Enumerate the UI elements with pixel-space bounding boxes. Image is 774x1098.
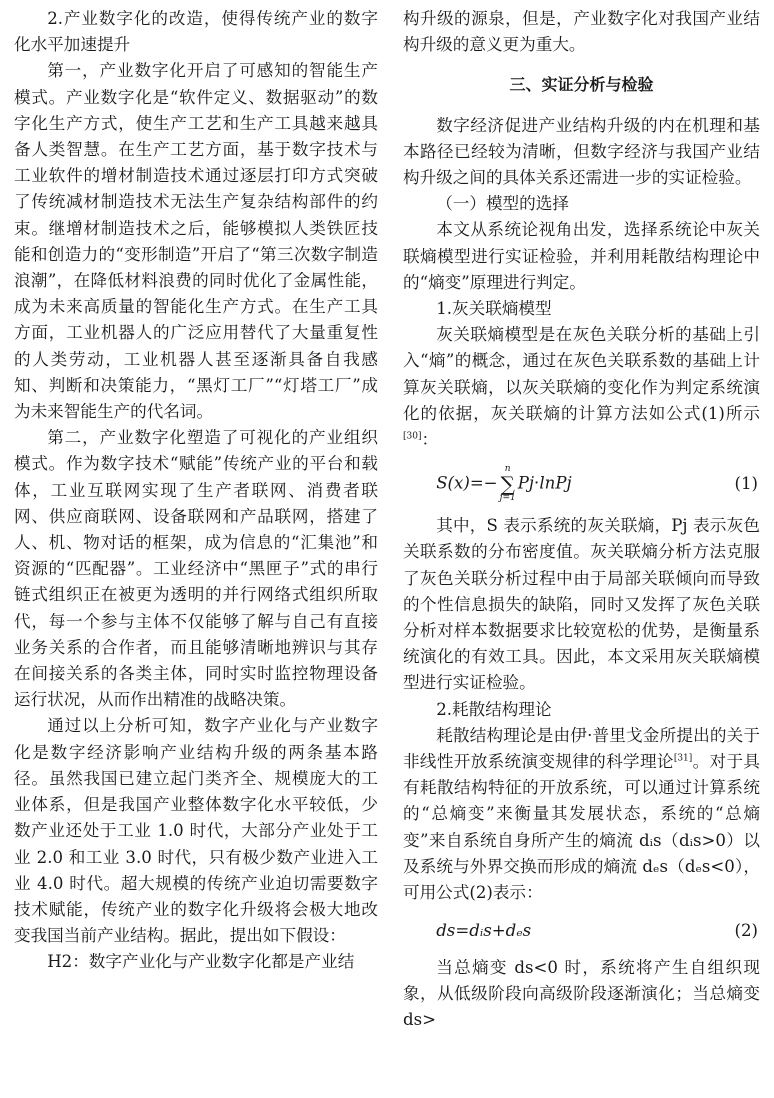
citation-ref: [31]: [673, 753, 693, 764]
paragraph: 其中，S 表示系统的灰关联熵，Pj 表示灰色关联系数的分布密度值。灰关联熵分析方法克服了灰色关联分析过程中由于局部关联倾向而导致的个性信息损失的缺陷，同时又发挥了灰色关联分析对样本数据要求比较宽松的优势，是衡量系统演化的有效工具。因此，本文采用灰关联熵模型进行实证检验。: [403, 516, 760, 693]
subsection-heading: 1.灰关联熵模型: [436, 299, 552, 319]
citation-ref: [30]: [403, 431, 422, 442]
equation-lhs: S(x)=−: [436, 473, 498, 493]
equation-rhs: Pj·lnPj: [517, 473, 572, 493]
equation-number: (2): [734, 921, 758, 941]
paragraph-text: 耗散结构理论是由伊·普里戈金所提出的关于非线性开放系统演变规律的科学理论: [403, 725, 760, 772]
subsection-heading: 2.耗散结构理论: [436, 699, 552, 719]
section-heading: 三、实证分析与检验: [509, 75, 654, 95]
paragraph-continuation: 构升级的源泉，但是，产业数字化对我国产业结构升级的意义更为重大。: [403, 9, 760, 55]
paragraph: H2：数字产业化与产业数字化都是产业结: [47, 952, 355, 972]
sum-upper-limit: n: [504, 464, 511, 475]
paragraph: 第二，产业数字化塑造了可视化的产业组织模式。作为数字技术“赋能”传统产业的平台和载体，工业互联网实现了生产者联网、消费者联网、供应商联网、设备联网和产品联网，搭建了人、机、物对话的框架，成为信息的“汇集池”和资源的“匹配器”。工业经济中“黑匣子”式的串行链式组织正在被更为透明的并行网络式组织所取代，每一个参与主体不仅能够了解与自己有直接业务关系的合作者，而且能够清晰地辨识与其存在间接关系的各类主体，同时实时监控物理设备运行状况，从而作出精准的战略决策。: [14, 428, 378, 710]
paragraph-text: ：: [421, 430, 439, 450]
paragraph-text: 灰关联熵模型是在灰色关联分析的基础上引入“熵”的概念，通过在灰色关联系数的基础上计算灰关联熵，以灰关联熵的变化作为判定系统演化的依据，灰关联熵的计算方法如公式(1)所示: [403, 325, 760, 423]
sum-lower-limit: j=1: [499, 493, 516, 504]
equation-body: ds=dᵢs+dₑs: [436, 921, 532, 941]
paragraph: [403, 322, 760, 453]
paragraph: 第一，产业数字化开启了可感知的智能生产模式。产业数字化是“软件定义、数据驱动”的数字化生产方式，使生产工艺和生产工具越来越具备人类智慧。在生产工艺方面，基于数字技术与工业软件的增材制造技术通过逐层打印方式突破了传统减材制造技术无法生产复杂结构部件的约束。继增材制造技术之后，能够模拟人类铁匠技能和创造力的“变形制造”开启了“第三次数字制造浪潮”，在降低材料浪费的同时优化了金属性能，成为未来高质量的智能化生产方式。在生产工具方面，工业机器人的广泛应用替代了大量重复性的人类劳动，工业机器人甚至逐渐具备自我感知、判断和决策能力，“黑灯工厂”“灯塔工厂”成为未来智能生产的代名词。: [14, 61, 378, 422]
paragraph: 本文从系统论视角出发，选择系统论中灰关联熵模型进行实证检验，并利用耗散结构理论中的“熵变”原理进行判定。: [403, 220, 760, 292]
equation-number: (1): [734, 474, 758, 494]
right-column: [403, 6, 760, 1033]
equation-body: [436, 465, 571, 503]
left-column: [14, 6, 378, 976]
paragraph-text: 。对于具有耗散结构特征的开放系统，可以通过计算系统的“总熵变”来衡量其发展状态，系统的“总熵变”来自系统自身所产生的熵流 dᵢs（dᵢs>0）以及系统与外界交换而形成的熵流 dₑs（dₑs<0），可用公式(2)表示：: [403, 752, 760, 903]
equation-1: [403, 465, 760, 503]
sum-sign: ∑: [500, 472, 515, 497]
subsection-heading: 2.产业数字化的改造，使得传统产业的数字化水平加速提升: [14, 9, 378, 55]
summation: [500, 465, 516, 503]
paragraph: 通过以上分析可知，数字产业化与产业数字化是数字经济影响产业结构升级的两条基本路径。虽然我国已建立起门类齐全、规模庞大的工业体系，但是我国产业整体数字化水平较低，少数产业还处于工业 1.0 时代，大部分产业处于工业 2.0 和工业 3.0 时代，只有极少数产业进入工业 4.0 时代。超大规模的传统产业迫切需要数字技术赋能，传统产业的数字化升级将会极大地改变我国当前产业结构。据此，提出如下假设：: [14, 716, 378, 946]
paragraph: 数字经济促进产业结构升级的内在机理和基本路径已经较为清晰，但数字经济与我国产业结构升级之间的具体关系还需进一步的实证检验。: [403, 115, 760, 188]
equation-2: [403, 918, 760, 944]
paragraph: 当总熵变 ds<0 时，系统将产生自组织现象，从低级阶段向高级阶段逐渐演化；当总熵变 ds>: [403, 957, 760, 1029]
subsection-heading: （一）模型的选择: [436, 194, 569, 214]
paragraph: [403, 723, 760, 906]
